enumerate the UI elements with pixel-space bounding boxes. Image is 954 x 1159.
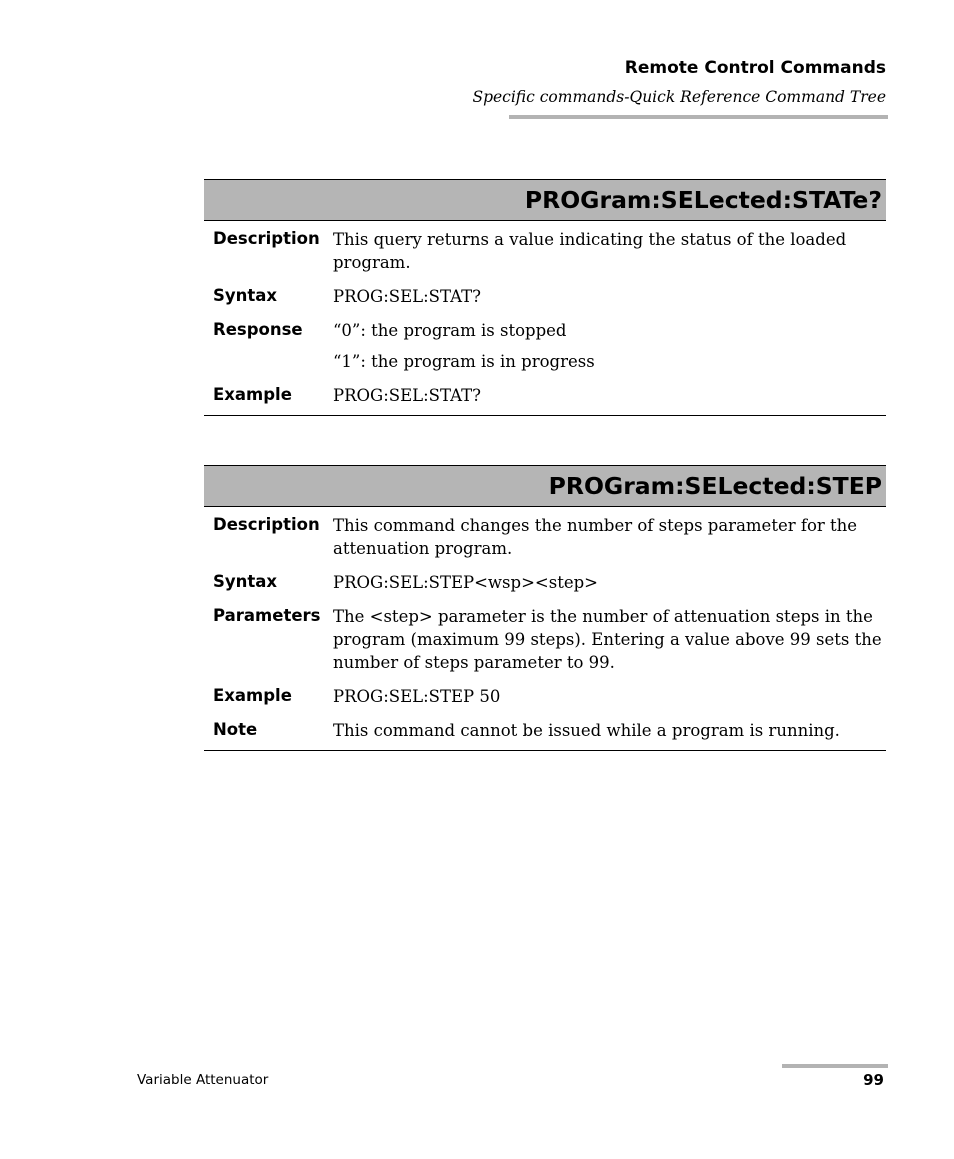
row-value bbox=[333, 384, 886, 407]
command-name: PROGram:SELected:STEP bbox=[548, 472, 882, 500]
command-table-step bbox=[204, 465, 886, 751]
row-label: Description bbox=[213, 515, 320, 534]
value-text: This command changes the number of steps parameter for the attenuation program. bbox=[333, 516, 858, 558]
value-text: “0”: the program is stopped bbox=[333, 321, 567, 340]
running-header-subtitle: Specific commands-Quick Reference Command Tree bbox=[472, 88, 886, 106]
value-text: This command cannot be issued while a program is running. bbox=[333, 721, 840, 740]
row-value bbox=[333, 514, 886, 560]
row-label: Example bbox=[213, 385, 292, 404]
command-body bbox=[204, 221, 886, 416]
row-description bbox=[204, 514, 886, 560]
row-example bbox=[204, 384, 886, 407]
row-label: Response bbox=[213, 320, 303, 339]
row-value bbox=[333, 685, 886, 708]
row-description bbox=[204, 228, 886, 274]
command-heading-bar bbox=[204, 465, 886, 507]
page-number: 99 bbox=[863, 1071, 884, 1089]
row-value bbox=[333, 319, 886, 373]
command-table-state bbox=[204, 179, 886, 416]
row-value bbox=[333, 228, 886, 274]
row-parameters bbox=[204, 605, 886, 674]
row-label: Parameters bbox=[213, 606, 321, 625]
value-text: The <step> parameter is the number of attenuation steps in the program (maximum 99 steps). Entering a value above 99 sets the number of steps parameter to 99. bbox=[333, 607, 882, 672]
row-syntax bbox=[204, 285, 886, 308]
command-heading-bar bbox=[204, 179, 886, 221]
value-text: PROG:SEL:STAT? bbox=[333, 287, 481, 306]
row-label: Syntax bbox=[213, 286, 278, 305]
row-label: Syntax bbox=[213, 572, 278, 591]
row-label: Example bbox=[213, 686, 292, 705]
row-value bbox=[333, 571, 886, 594]
header-rule bbox=[509, 115, 888, 119]
row-label: Note bbox=[213, 720, 258, 739]
value-text: PROG:SEL:STEP 50 bbox=[333, 687, 501, 706]
value-text: PROG:SEL:STAT? bbox=[333, 386, 481, 405]
row-value bbox=[333, 605, 886, 674]
command-name: PROGram:SELected:STATe? bbox=[524, 186, 882, 214]
row-value bbox=[333, 719, 886, 742]
running-header-title: Remote Control Commands bbox=[624, 58, 886, 78]
row-note bbox=[204, 719, 886, 742]
row-value bbox=[333, 285, 886, 308]
value-text: PROG:SEL:STEP<wsp><step> bbox=[333, 573, 598, 592]
value-text: “1”: the program is in progress bbox=[333, 352, 595, 371]
value-text: This query returns a value indicating the status of the loaded program. bbox=[333, 230, 847, 272]
row-syntax bbox=[204, 571, 886, 594]
row-response bbox=[204, 319, 886, 373]
row-example bbox=[204, 685, 886, 708]
footer-rule bbox=[782, 1064, 888, 1068]
row-label: Description bbox=[213, 229, 320, 248]
footer-product-name: Variable Attenuator bbox=[137, 1072, 269, 1088]
command-body bbox=[204, 507, 886, 751]
